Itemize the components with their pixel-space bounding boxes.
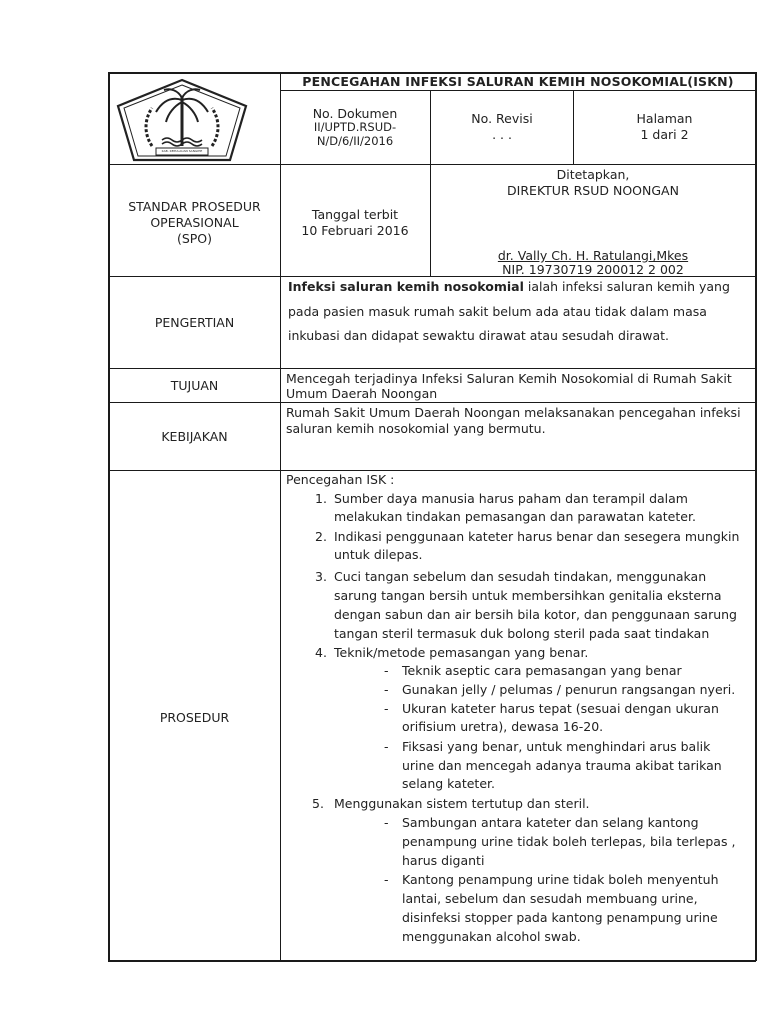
kebijakan-line2: saluran kemih nosokomial yang bermutu. xyxy=(286,421,546,436)
direktur-title: DIREKTUR RSUD NOONGAN xyxy=(507,183,679,198)
logo-ribbon-text: KAB. KEPULAUAN SANGIHE xyxy=(161,149,203,153)
pengertian-line1-rest: ialah infeksi saluran kemih yang xyxy=(523,279,730,294)
tujuan-line1: Mencegah terjadinya Infeksi Saluran Kemih Nosokomial di Rumah Sakit xyxy=(286,371,732,386)
document-title: PENCEGAHAN INFEKSI SALURAN KEMIH NOSOKOMIAL(ISKN) xyxy=(302,74,734,89)
tanggal-terbit-value: 10 Februari 2016 xyxy=(301,223,409,238)
tanggal-terbit-label: Tanggal terbit xyxy=(311,207,399,222)
no-revisi-label: No. Revisi xyxy=(471,111,533,126)
item5-line1: Menggunakan sistem tertutup dan steril. xyxy=(334,796,590,811)
ditetapkan-text: Ditetapkan, xyxy=(556,167,630,182)
sub5b-line4: menggunakan alcohol swab. xyxy=(402,929,581,944)
sub5b-line3: disinfeksi stopper pada kantong penampung urine xyxy=(402,910,718,925)
sub4a: Teknik aseptic cara pemasangan yang benar xyxy=(402,663,682,678)
tujuan-line2: Umum Daerah Noongan xyxy=(286,386,438,401)
halaman-label: Halaman xyxy=(636,111,693,126)
pengertian-line2: pada pasien masuk rumah sakit belum ada atau tidak dalam masa xyxy=(288,304,707,319)
institution-logo xyxy=(112,76,252,162)
signatory-nip: NIP. 19730719 200012 2 002 xyxy=(502,262,684,277)
dash-bullet: - xyxy=(384,815,389,830)
sub4d-line2: urine dan mencegah adanya trauma akibat tarikan xyxy=(402,758,722,773)
item3-line4: tangan steril termasuk duk bolong steril pada saat tindakan xyxy=(334,626,710,641)
sub4b: Gunakan jelly / pelumas / penurun rangsangan nyeri. xyxy=(402,682,736,697)
sub5b-line2: lantai, sebelum dan sesudah membuang urine, xyxy=(402,891,698,906)
pengertian-term: Infeksi saluran kemih nosokomial xyxy=(288,279,524,294)
sub4c-line1: Ukuran kateter harus tepat (sesuai dengan ukuran xyxy=(402,701,719,716)
spo-label-line2: OPERASIONAL xyxy=(150,215,239,230)
item-number: 1. xyxy=(315,491,327,506)
no-dokumen-value-1: II/UPTD.RSUD- xyxy=(313,120,397,134)
no-dokumen-value-2: N/D/6/II/2016 xyxy=(316,134,394,148)
tujuan-label: TUJUAN xyxy=(170,378,219,393)
dash-bullet: - xyxy=(384,663,389,678)
dash-bullet: - xyxy=(384,701,389,716)
sub5b-line1: Kantong penampung urine tidak boleh menyentuh xyxy=(402,872,719,887)
spo-label-line1: STANDAR PROSEDUR xyxy=(128,199,261,214)
sub5a-line3: harus diganti xyxy=(402,853,485,868)
sub4c-line2: orifisium uretra), dewasa 16-20. xyxy=(402,719,604,734)
sub5a-line1: Sambungan antara kateter dan selang kantong xyxy=(402,815,699,830)
signatory-name: dr. Vally Ch. H. Ratulangi,Mkes xyxy=(497,248,689,263)
item1-line2: melakukan tindakan pemasangan dan parawatan kateter. xyxy=(334,509,696,524)
item4-line1: Teknik/metode pemasangan yang benar. xyxy=(334,645,589,660)
item-number: 2. xyxy=(315,529,327,544)
item-number: 4. xyxy=(315,645,327,660)
kebijakan-label: KEBIJAKAN xyxy=(161,429,228,444)
item-number: 3. xyxy=(315,569,327,584)
dash-bullet: - xyxy=(384,739,389,754)
item3-line2: sarung tangan bersih untuk membersihkan genitalia eksterna xyxy=(334,588,722,603)
item2-line1: Indikasi penggunaan kateter harus benar dan sesegera mungkin xyxy=(334,529,740,544)
halaman-value: 1 dari 2 xyxy=(640,127,689,142)
pengertian-line1 xyxy=(288,278,750,295)
item3-line1: Cuci tangan sebelum dan sesudah tindakan, menggunakan xyxy=(334,569,707,584)
item-number: 5. xyxy=(312,796,324,811)
sub5a-line2: penampung urine tidak boleh terlepas, bila terlepas , xyxy=(402,834,736,849)
sub4d-line1: Fiksasi yang benar, untuk menghindari arus balik xyxy=(402,739,711,754)
prosedur-label: PROSEDUR xyxy=(159,710,230,725)
kebijakan-line1: Rumah Sakit Umum Daerah Noongan melaksanakan pencegahan infeksi xyxy=(286,405,741,420)
pengertian-label: PENGERTIAN xyxy=(154,315,235,330)
sub4d-line3: selang kateter. xyxy=(402,776,495,791)
no-dokumen-label: No. Dokumen xyxy=(312,106,398,121)
item3-line3: dengan sabun dan air bersih bila kotor, dan penggunaan sarung xyxy=(334,607,737,622)
spo-label-line3: (SPO) xyxy=(176,231,213,246)
dash-bullet: - xyxy=(384,682,389,697)
item2-line2: untuk dilepas. xyxy=(334,547,423,562)
pengertian-line3: inkubasi dan didapat sewaktu dirawat atau sesudah dirawat. xyxy=(288,328,669,343)
dash-bullet: - xyxy=(384,872,389,887)
prosedur-heading: Pencegahan ISK : xyxy=(286,472,395,487)
item1-line1: Sumber daya manusia harus paham dan terampil dalam xyxy=(334,491,688,506)
no-revisi-value: . . . xyxy=(492,127,512,142)
